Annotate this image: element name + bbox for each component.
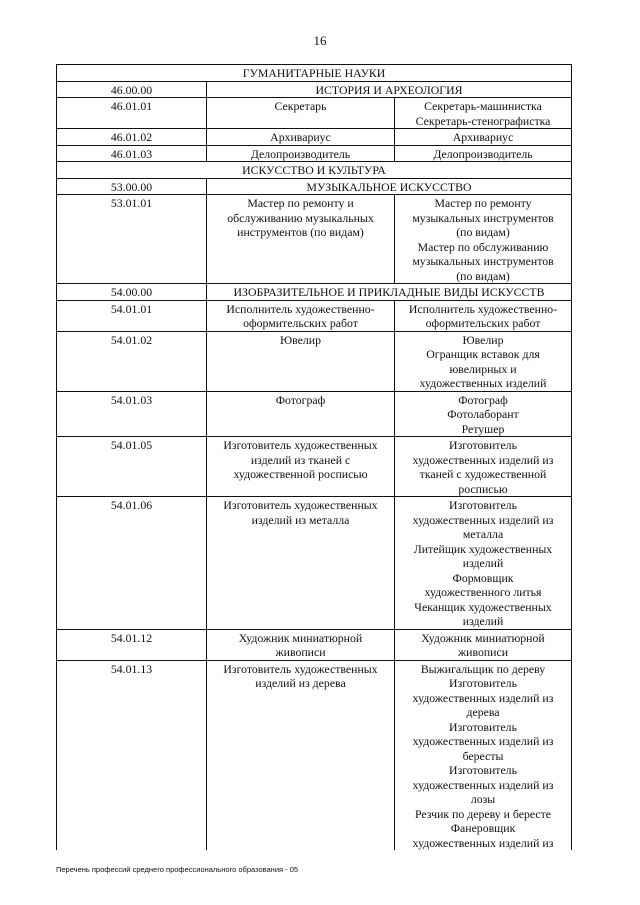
cell-line: художественной росписью: [233, 467, 368, 481]
cell-line: Чеканщик художественных: [414, 599, 552, 614]
profession-code: 46.01.02: [57, 129, 207, 146]
worker-professions: [395, 145, 572, 162]
profession-name: [207, 629, 395, 660]
table-row: [57, 300, 572, 331]
cell-line: (по видам): [456, 225, 510, 239]
table-row: [57, 437, 572, 497]
table-row: [57, 660, 572, 850]
table-row: [57, 129, 572, 146]
profession-name: [207, 391, 395, 437]
cell-line: художественных изделий из: [412, 734, 554, 748]
group-heading-row: [57, 178, 572, 195]
worker-professions: [395, 98, 572, 129]
profession-code: 54.01.02: [57, 331, 207, 391]
cell-line: художественных изделий: [419, 376, 547, 390]
profession-code: 54.01.06: [57, 497, 207, 630]
cell-line: изделий из тканей с: [250, 452, 351, 467]
cell-line: ювелирных и: [449, 361, 517, 376]
group-code: 46.00.00: [57, 81, 207, 98]
cell-line: Литейщик художественных: [413, 541, 553, 556]
cell-line: Огранщик вставок для: [426, 347, 540, 361]
cell-line: художественных изделий из: [412, 777, 554, 792]
cell-line: Архивариус: [270, 130, 331, 144]
section-title: ГУМАНИТАРНЫЕ НАУКИ: [57, 65, 572, 82]
page-number: 16: [313, 33, 327, 48]
profession-name: [207, 660, 395, 850]
worker-professions: [395, 660, 572, 850]
cell-line: Изготовитель: [449, 438, 517, 452]
worker-professions: [395, 195, 572, 284]
cell-line: тканей с художественной: [419, 467, 547, 481]
profession-name: [207, 497, 395, 630]
cell-line: Изготовитель художественных: [223, 438, 378, 452]
table-row: [57, 98, 572, 129]
cell-line: Изготовитель художественных: [223, 661, 378, 676]
cell-line: оформительских работ: [243, 316, 358, 330]
profession-name: [207, 437, 395, 497]
cell-line: изделий из дерева: [255, 676, 346, 690]
cell-line: живописи: [457, 645, 509, 659]
table-row: [57, 391, 572, 437]
cell-line: Изготовитель: [449, 676, 517, 690]
cell-line: бересты: [462, 748, 504, 763]
cell-line: Делопроизводитель: [250, 146, 351, 161]
table-row: [57, 195, 572, 284]
cell-line: инструментов (по видам): [237, 225, 364, 239]
worker-professions: [395, 629, 572, 660]
profession-code: 54.01.12: [57, 629, 207, 660]
cell-line: дерева: [466, 705, 500, 719]
table-row: [57, 497, 572, 630]
cell-line: Изготовитель: [449, 719, 517, 734]
cell-line: Ретушер: [461, 421, 505, 436]
cell-line: Исполнитель художественно-: [226, 301, 375, 316]
worker-professions: [395, 300, 572, 331]
cell-line: художественного литья: [424, 585, 542, 599]
cell-line: Мастер по ремонту и: [247, 196, 354, 210]
cell-line: Секретарь: [274, 99, 327, 113]
table-row: [57, 629, 572, 660]
cell-line: изделий: [462, 556, 504, 570]
profession-name: [207, 331, 395, 391]
cell-line: Фанеровщик: [450, 821, 516, 835]
cell-line: металла: [462, 527, 504, 541]
cell-line: музыкальных инструментов: [412, 210, 554, 225]
table-row: [57, 145, 572, 162]
cell-line: Ювелир: [280, 332, 321, 347]
cell-line: Мастер по ремонту: [434, 196, 532, 210]
group-heading-row: [57, 284, 572, 301]
profession-name: [207, 195, 395, 284]
group-title: МУЗЫКАЛЬНОЕ ИСКУССТВО: [207, 178, 572, 195]
cell-line: Изготовитель: [449, 763, 517, 777]
cell-line: Изготовитель: [449, 498, 517, 512]
section-heading-row: [57, 162, 572, 179]
cell-line: Выжигальщик по дереву: [420, 661, 546, 676]
worker-professions: [395, 129, 572, 146]
cell-line: Делопроизводитель: [433, 146, 533, 161]
cell-line: живописи: [275, 645, 326, 659]
profession-code: 54.01.01: [57, 300, 207, 331]
worker-professions: [395, 497, 572, 630]
section-heading-row: [57, 65, 572, 82]
cell-line: Секретарь-стенографистка: [415, 113, 551, 128]
cell-line: Художник миниатюрной: [421, 630, 545, 645]
worker-professions: [395, 437, 572, 497]
group-code: 53.00.00: [57, 178, 207, 195]
group-title: ИСТОРИЯ И АРХЕОЛОГИЯ: [207, 81, 572, 98]
cell-line: Фотограф: [458, 392, 508, 407]
cell-line: росписью: [458, 481, 508, 496]
profession-code: 46.01.01: [57, 98, 207, 129]
section-title: ИСКУССТВО И КУЛЬТУРА: [57, 162, 572, 179]
group-title: ИЗОБРАЗИТЕЛЬНОЕ И ПРИКЛАДНЫЕ ВИДЫ ИСКУССТВ: [207, 284, 572, 301]
cell-line: обслуживанию музыкальных: [227, 210, 374, 225]
cell-line: Изготовитель художественных: [223, 498, 378, 512]
cell-line: художественных изделий из: [412, 690, 554, 705]
footer-note: Перечень профессий среднего профессионального образования - 05: [56, 865, 299, 874]
cell-line: изделий: [462, 614, 504, 628]
cell-line: Ювелир: [462, 332, 504, 347]
cell-line: (по видам): [456, 268, 510, 283]
professions-table: [56, 64, 572, 850]
cell-line: Фотограф: [275, 392, 326, 407]
cell-line: художественных изделий из: [412, 452, 554, 467]
cell-line: лозы: [470, 792, 496, 806]
worker-professions: [395, 331, 572, 391]
cell-line: оформительских работ: [425, 316, 541, 330]
cell-line: Фотолаборант: [447, 407, 519, 421]
cell-line: Формовщик: [452, 570, 514, 585]
cell-line: Архивариус: [452, 130, 514, 144]
profession-name: [207, 129, 395, 146]
worker-professions: [395, 391, 572, 437]
cell-line: изделий из металла: [251, 512, 350, 527]
profession-name: [207, 98, 395, 129]
profession-code: 54.01.13: [57, 660, 207, 850]
cell-line: Исполнитель художественно-: [408, 301, 558, 316]
cell-line: художественных изделий из: [412, 512, 554, 527]
profession-name: [207, 300, 395, 331]
profession-code: 53.01.01: [57, 195, 207, 284]
cell-line: Секретарь-машинистка: [424, 99, 542, 113]
cell-line: Художник миниатюрной: [238, 630, 363, 645]
cell-line: музыкальных инструментов: [412, 254, 554, 268]
group-code: 54.00.00: [57, 284, 207, 301]
profession-name: [207, 145, 395, 162]
profession-code: 54.01.05: [57, 437, 207, 497]
profession-code: 46.01.03: [57, 145, 207, 162]
table-row: [57, 331, 572, 391]
profession-code: 54.01.03: [57, 391, 207, 437]
cell-line: Резчик по дереву и бересте: [414, 806, 552, 821]
group-heading-row: [57, 81, 572, 98]
cell-line: Мастер по обслуживанию: [417, 239, 549, 254]
cell-line: художественных изделий из: [412, 835, 554, 850]
